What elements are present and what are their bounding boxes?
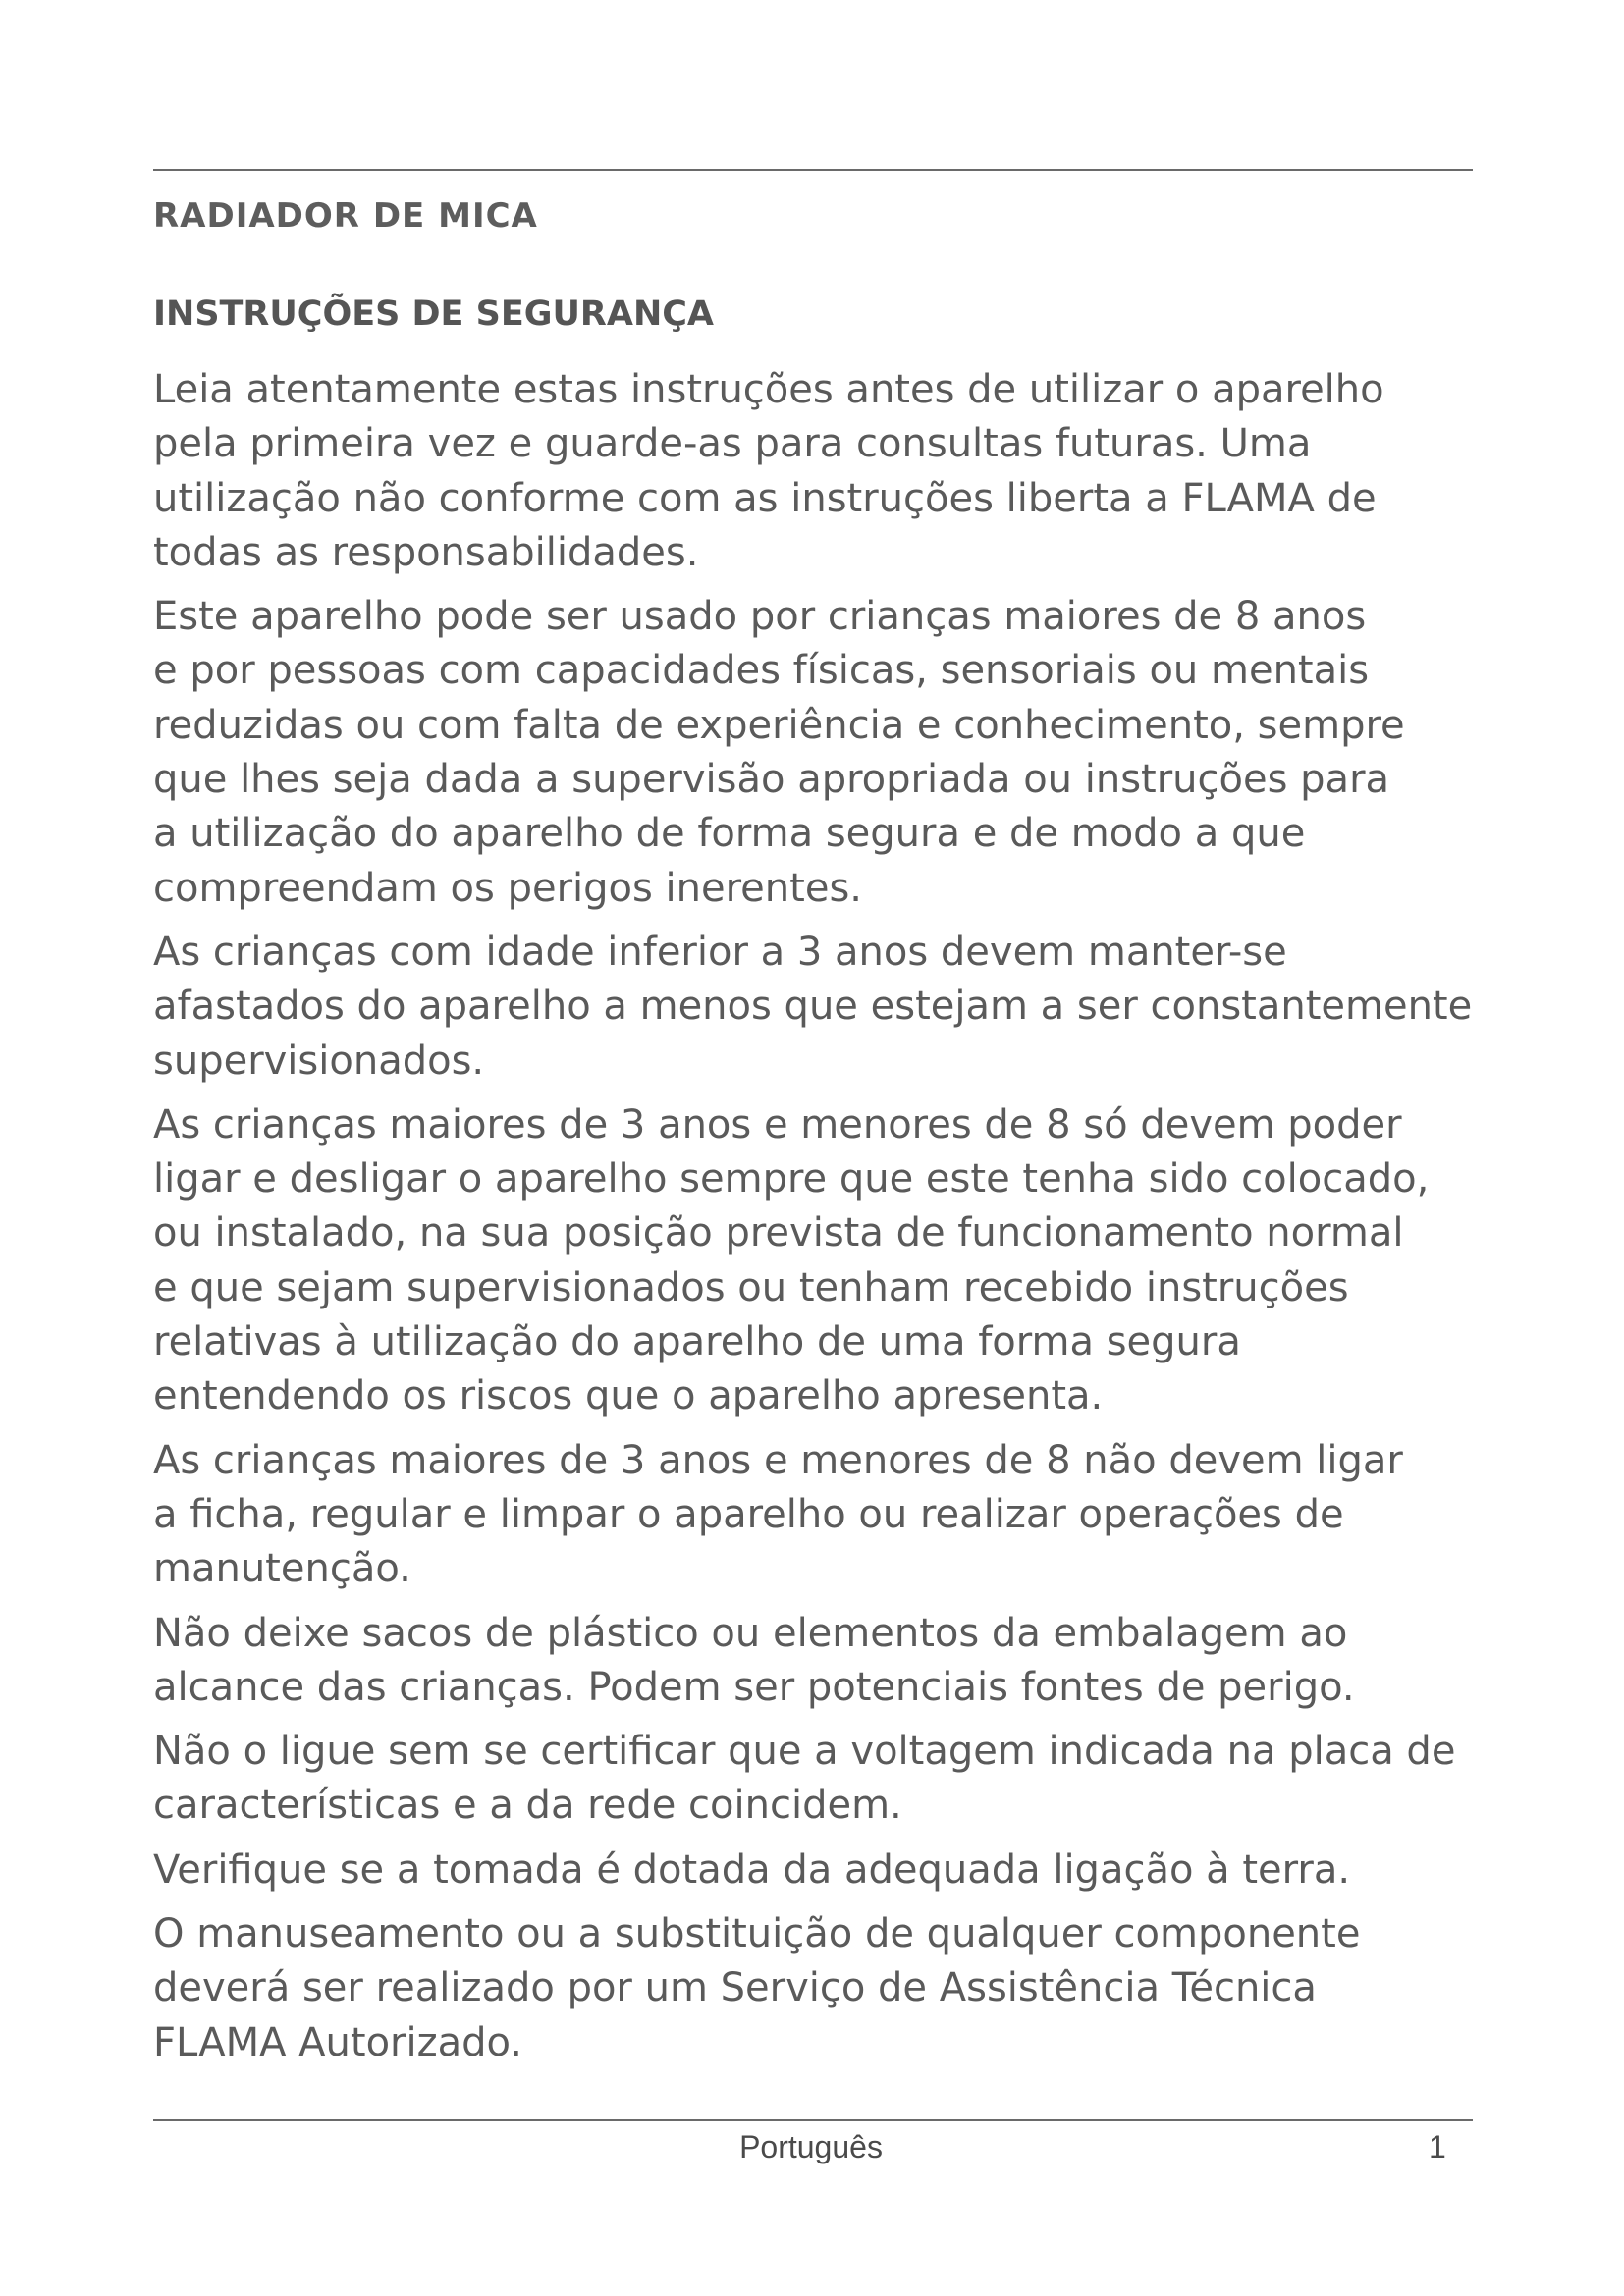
text-line: As crianças maiores de 3 anos e menores de 8 não devem ligar bbox=[153, 1437, 1403, 1483]
text-line: afastados do aparelho a menos que estejam a ser constantemente bbox=[153, 984, 1473, 1030]
text-line: O manuseamento ou a substituição de qualquer componente bbox=[153, 1911, 1361, 1957]
text-line: todas as responsabilidades. bbox=[153, 529, 699, 575]
text-line: que lhes seja dada a supervisão apropriada ou instruções para bbox=[153, 757, 1390, 803]
paragraph-children-over-8 bbox=[153, 590, 1528, 916]
text-line: pela primeira vez e guarde-as para consultas futuras. Uma bbox=[153, 421, 1312, 467]
text-line: a utilização do aparelho de forma segura e de modo a que bbox=[153, 811, 1306, 857]
text-line: Verifique se a tomada é dotada da adequada ligação à terra. bbox=[153, 1846, 1351, 1893]
section-title: INSTRUÇÕES DE SEGURANÇA bbox=[153, 294, 715, 334]
paragraph-children-under-3 bbox=[153, 926, 1528, 1089]
text-line: utilização não conforme com as instruções liberta a FLAMA de bbox=[153, 475, 1377, 521]
paragraph-voltage bbox=[153, 1725, 1528, 1834]
paragraph-grounding bbox=[153, 1843, 1528, 1897]
text-line: Leia atentamente estas instruções antes de utilizar o aparelho bbox=[153, 367, 1384, 412]
instructions-body bbox=[153, 363, 1528, 2080]
page-number: 1 bbox=[1429, 2129, 1446, 2164]
text-line: manutenção. bbox=[153, 1546, 411, 1592]
product-header: RADIADOR DE MICA bbox=[153, 196, 538, 236]
footer-language: Português bbox=[739, 2129, 883, 2164]
text-line: Este aparelho pode ser usado por crianças maiores de 8 anos bbox=[153, 594, 1367, 640]
text-line: entendendo os riscos que o aparelho apresenta. bbox=[153, 1373, 1104, 1419]
text-line: deverá ser realizado por um Serviço de Assistência Técnica bbox=[153, 1965, 1317, 2011]
text-line: e por pessoas com capacidades físicas, sensoriais ou mentais bbox=[153, 648, 1370, 694]
paragraph-read-instructions bbox=[153, 363, 1528, 580]
text-line: a ficha, regular e limpar o aparelho ou realizar operações de bbox=[153, 1491, 1344, 1537]
text-line: alcance das crianças. Podem ser potenciais fontes de perigo. bbox=[153, 1664, 1355, 1710]
paragraph-children-3-to-8-restrictions bbox=[153, 1434, 1528, 1597]
text-line: ligar e desligar o aparelho sempre que este tenha sido colocado, bbox=[153, 1156, 1430, 1202]
bottom-rule bbox=[153, 2119, 1473, 2121]
text-line: e que sejam supervisionados ou tenham recebido instruções bbox=[153, 1264, 1349, 1310]
text-line: compreendam os perigos inerentes. bbox=[153, 865, 862, 911]
paragraph-packaging bbox=[153, 1607, 1528, 1716]
text-line: reduzidas ou com falta de experiência e conhecimento, sempre bbox=[153, 702, 1405, 748]
text-line: As crianças maiores de 3 anos e menores de 8 só devem poder bbox=[153, 1101, 1402, 1148]
paragraph-service bbox=[153, 1907, 1528, 2070]
text-line: Não deixe sacos de plástico ou elementos da embalagem ao bbox=[153, 1610, 1348, 1656]
text-line: supervisionados. bbox=[153, 1038, 485, 1084]
text-line: características e a da rede coincidem. bbox=[153, 1783, 902, 1829]
text-line: ou instalado, na sua posição prevista de funcionamento normal bbox=[153, 1210, 1404, 1256]
text-line: FLAMA Autorizado. bbox=[153, 2019, 522, 2065]
text-line: relativas à utilização do aparelho de uma forma segura bbox=[153, 1319, 1241, 1365]
paragraph-children-3-to-8-switching bbox=[153, 1098, 1528, 1424]
top-rule bbox=[153, 169, 1473, 171]
text-line: As crianças com idade inferior a 3 anos devem manter-se bbox=[153, 929, 1287, 975]
text-line: Não o ligue sem se certificar que a voltagem indicada na placa de bbox=[153, 1729, 1456, 1775]
